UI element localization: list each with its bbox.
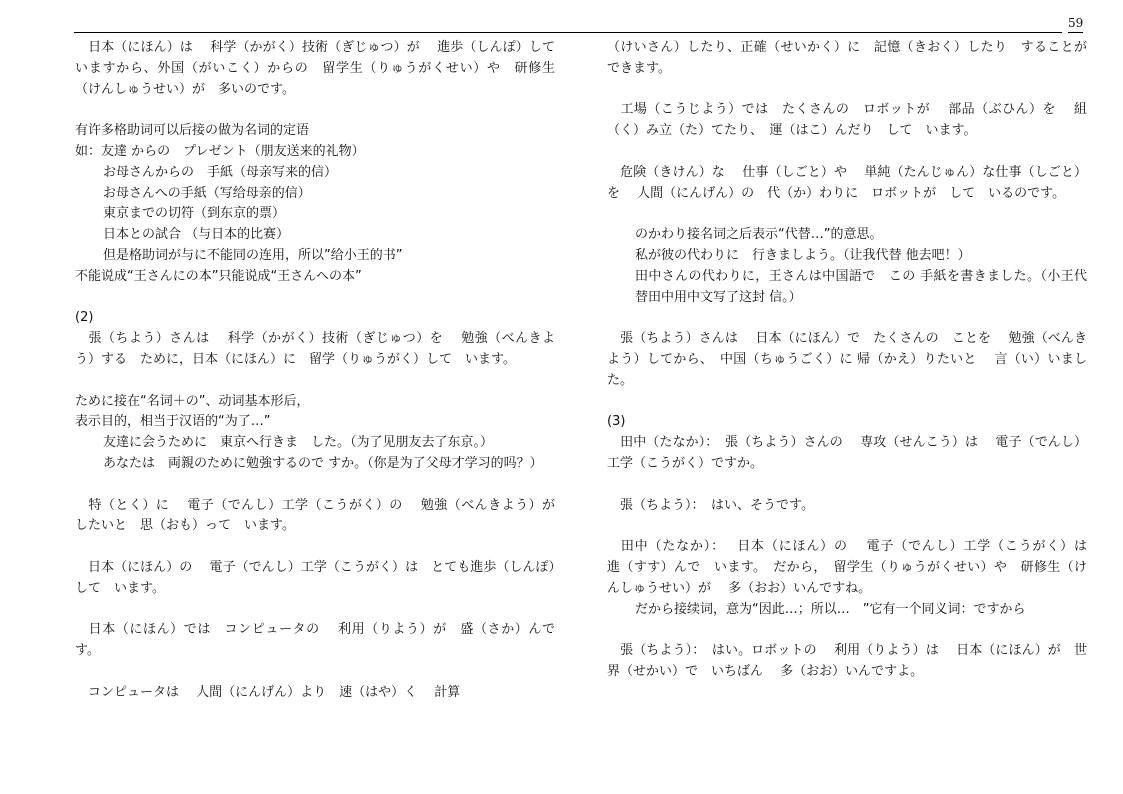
text-paragraph: 特（とく）に 電子（でんし）工学（こうがく）の 勉強（べんきよう）が したいと 思（おも）って います。 [75,497,560,534]
text-paragraph: 田中（たなか）： 張（ちよう）さんの 専攻（せんこう）は 電子（でんし）工学（こうがく）ですか。 [607,435,1087,471]
text-paragraph: 日本（にほん）は 科学（かがく）技術（ぎじゅつ）が 進歩（しんぽ）して いますから、外国（がいこく）からの 留学生（りゅうがくせい）や 研修生（けんしゅうせい）が 多いのです。 [75,40,569,97]
text-paragraph: (3) [607,414,626,430]
text-paragraph: 不能说成“王さんにの本”只能说成“王さんへの本” [75,268,362,284]
text-paragraph: 日本（にほん）では コンピュータの 利用（りよう）が 盛（さか）んです。 [75,622,555,659]
text-paragraph: 東京までの切符（到东京的票） [103,206,286,222]
text-paragraph: コンピュータは 人間（にんげん）より 速（はや）く 計算 [75,684,461,700]
text-paragraph: 友達に会うために 東京へ行きま した。（为了见朋友去了东京。） [103,435,494,451]
page-number: 59 [1068,16,1083,33]
text-paragraph: 工場（こうじよう）では たくさんの ロボットが 部品（ぶひん）を 組（く）み立（た）てたり、 運（はこ）んだり して います。 [607,102,1087,139]
text-paragraph: のかわり接名词之后表示“代替…”的意思。 [635,227,883,243]
text-paragraph: 有许多格助词可以后接の做为名词的定语 [75,123,310,139]
left-column [75,38,569,704]
text-paragraph: 私が彼の代わりに 行きましよう。（让我代替 他去吧！） [635,247,971,263]
text-paragraph: (2) [75,310,94,326]
text-paragraph: あなたは 両親のために勉強するので すか。（你是为了父母才学习的吗？） [103,455,543,471]
text-paragraph: 張（ちよう）さんは 日本（にほん）で たくさんの ことを 勉強（べんきよう）してから、 中国（ちゅうごく）に 帰（かえ）りたいと 言（い）いました。 [607,331,1087,388]
text-paragraph: 表示目的，相当于汉语的“为了…” [75,414,271,430]
text-paragraph: 危険（きけん）な 仕事（しごと）や 単純（たんじゅん）な仕事（しごと）を 人間（にんげん）の 代（か）わりに ロボットが して いるのです。 [607,164,1087,201]
text-paragraph: 但是格助词が与に不能同の连用，所以”给小王的书” [103,247,403,263]
text-paragraph: （けいさん）したり、正確（せいかく）に 記憶（きおく）したり することが できます。 [607,40,1101,76]
text-paragraph: 張（ちよう）： はい。ロボットの 利用（りよう）は 日本（にほん）が 世界（せかい）で いちばん 多（おお）いんですよ。 [607,643,1087,679]
text-paragraph: 日本（にほん）の 電子（でんし）工学（こうがく）は とても進歩（しんぽ）して います。 [75,559,555,596]
text-paragraph: お母さんへの手紙（写给母亲的信） [103,185,311,201]
text-paragraph: お母さんからの 手紙（母亲写来的信） [103,164,338,180]
text-paragraph: 日本との試合 （与日本的比赛） [103,227,290,243]
text-paragraph: 如：友達 からの プレゼント（朋友送来的礼物） [75,143,365,159]
text-paragraph: 田中（たなか）： 日本（にほん）の 電子（でんし）工学（こうがく）は 進（すす）んで います。 だから， 留学生（りゅうがくせい）や 研修生（けんしゅうせい）が 多（おお）いんですね。 [607,539,1105,596]
header-rule [74,32,1062,33]
text-paragraph: ために接在“名词＋の”、动词基本形后， [75,393,310,409]
text-paragraph: 張（ちよう）さんは 科学（かがく）技術（ぎじゅつ）を 勉強（べんきよう）する ために，日本（にほん）に 留学（りゅうがく）して います。 [75,331,555,367]
right-column [607,38,1105,683]
text-paragraph: 田中さんの代わりに，王さんは中国語で この 手紙を書きました。（小王代替田中用中文写了这封 信。） [635,268,1087,305]
text-paragraph: 張（ちよう）： はい、そうです。 [607,497,814,513]
text-paragraph: だから接续词，意为“因此…；所以… ”它有一个同义词：ですから [635,601,1026,617]
